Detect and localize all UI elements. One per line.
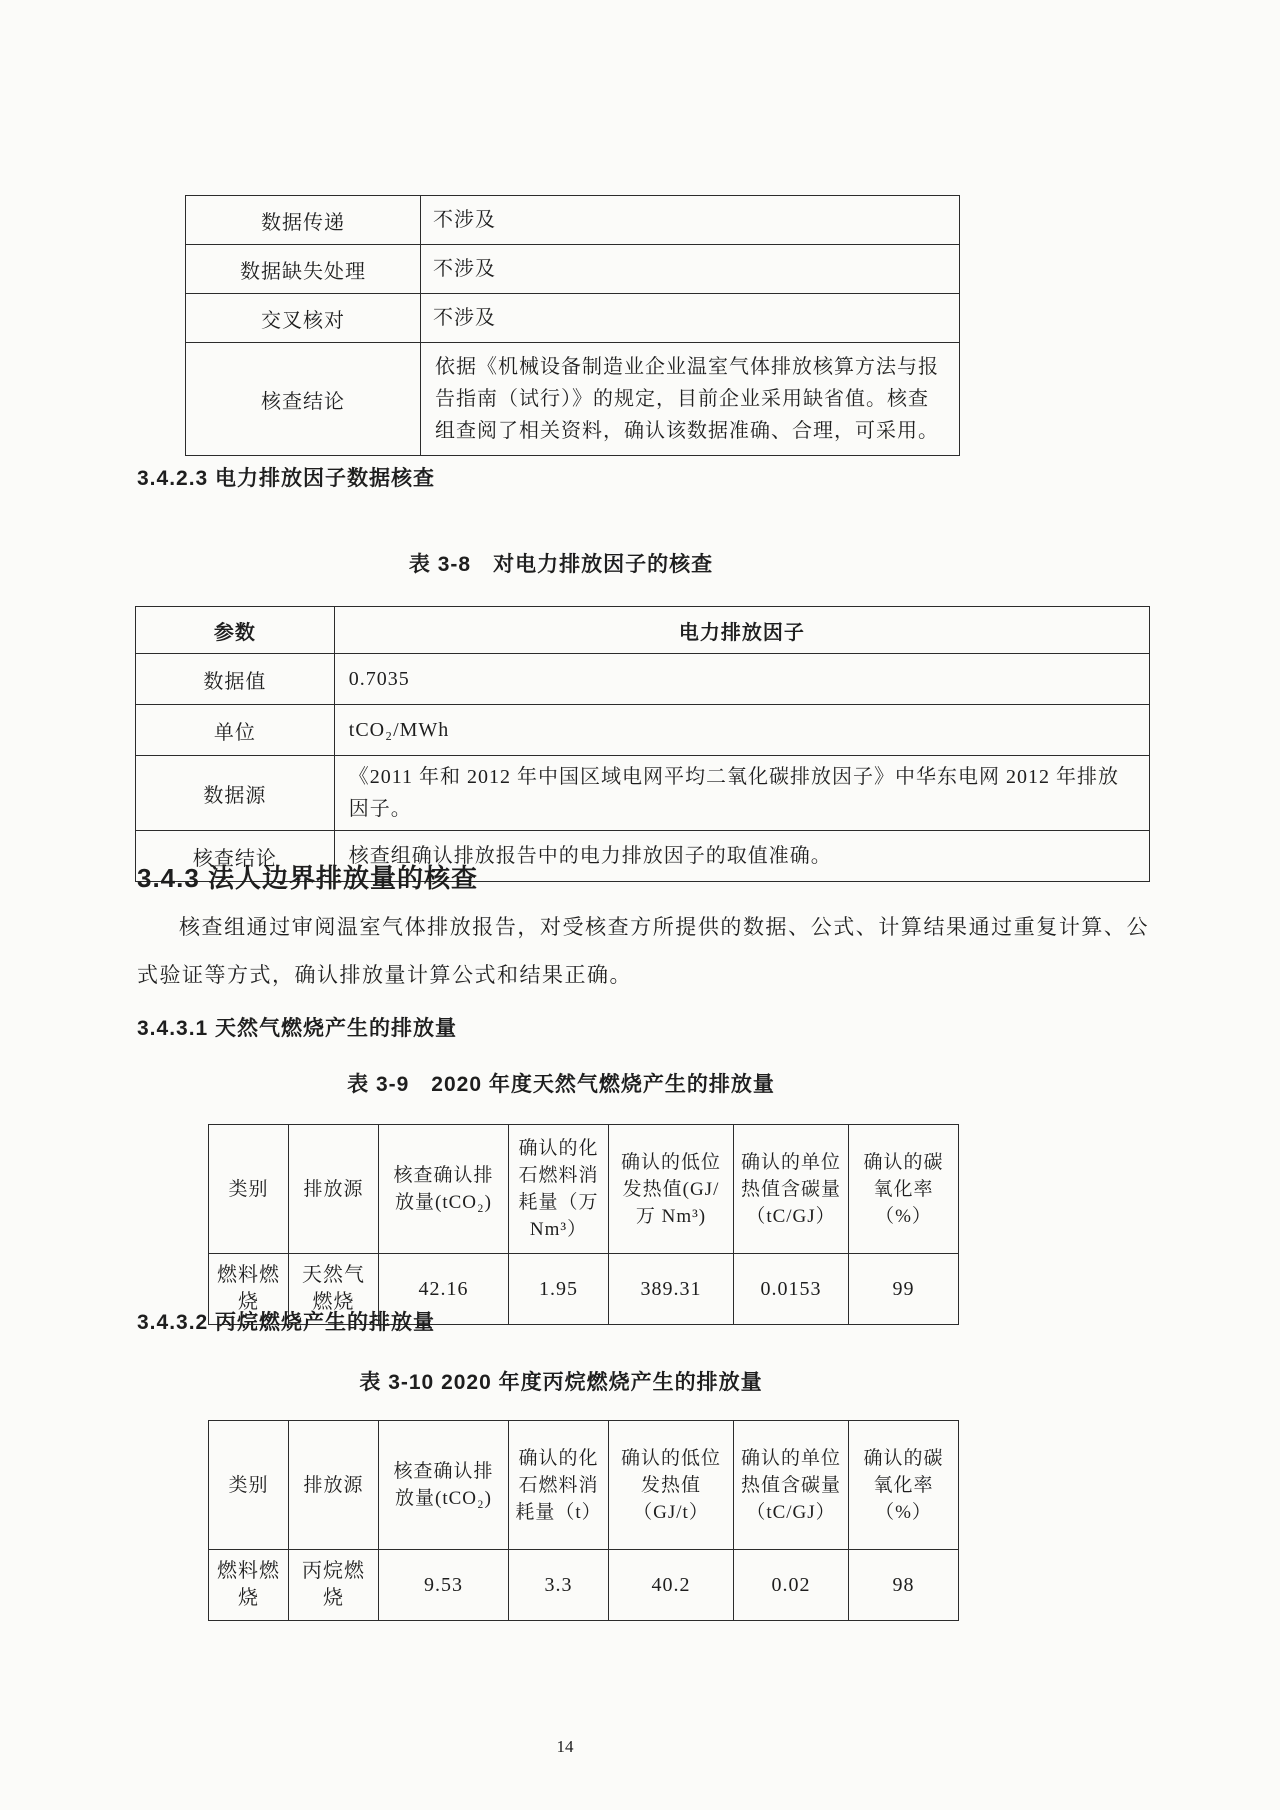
cell-fuel-consumption: 1.95 xyxy=(509,1254,609,1325)
table-row xyxy=(136,756,1150,831)
cell-category: 燃料燃烧 xyxy=(209,1254,289,1325)
table-3-8 xyxy=(135,606,1150,882)
cell-heating-value: 389.31 xyxy=(609,1254,734,1325)
row-label: 交叉核对 xyxy=(186,294,421,343)
row-label: 数据缺失处理 xyxy=(186,245,421,294)
row-value: tCO₂/MWh xyxy=(334,705,1149,756)
section-heading-3-4-2-3: 3.4.2.3 电力排放因子数据核查 xyxy=(137,467,436,490)
column-header: 确认的碳氧化率（%） xyxy=(849,1421,959,1550)
cell-carbon-content: 0.0153 xyxy=(734,1254,849,1325)
row-value: 依据《机械设备制造业企业温室气体排放核算方法与报告指南（试行）》的规定，目前企业采用缺省值。核查组查阅了相关资料，确认该数据准确、合理，可采用。 xyxy=(421,343,960,456)
row-label: 核查结论 xyxy=(186,343,421,456)
table-3-8-caption: 表 3-8 对电力排放因子的核查 xyxy=(408,553,714,576)
cell-fuel-consumption: 3.3 xyxy=(509,1550,609,1621)
table-header-row xyxy=(136,607,1150,654)
table-header-row xyxy=(209,1421,959,1550)
data-quality-continuation-table xyxy=(185,195,960,456)
table-row xyxy=(186,196,960,245)
row-value: 不涉及 xyxy=(421,245,960,294)
row-label: 单位 xyxy=(136,705,335,756)
cell-heating-value: 40.2 xyxy=(609,1550,734,1621)
column-header: 参数 xyxy=(136,607,335,654)
column-header: 确认的碳氧化率（%） xyxy=(849,1125,959,1254)
row-value: 《2011 年和 2012 年中国区域电网平均二氧化碳排放因子》中华东电网 2012 年排放因子。 xyxy=(334,756,1149,831)
body-paragraph: 核查组通过审阅温室气体排放报告，对受核查方所提供的数据、公式、计算结果通过重复计算、公式验证等方式，确认排放量计算公式和结果正确。 xyxy=(137,915,1149,987)
row-label: 数据源 xyxy=(136,756,335,831)
row-label: 数据传递 xyxy=(186,196,421,245)
table-row xyxy=(136,705,1150,756)
section-heading-3-4-3-1: 3.4.3.1 天然气燃烧产生的排放量 xyxy=(137,1017,458,1040)
table-3-10-caption: 表 3-10 2020 年度丙烷燃烧产生的排放量 xyxy=(359,1371,763,1394)
table-row xyxy=(136,654,1150,705)
row-value: 核查组确认排放报告中的电力排放因子的取值准确。 xyxy=(334,831,1149,882)
cell-carbon-content: 0.02 xyxy=(734,1550,849,1621)
page-number: 14 xyxy=(556,1737,574,1756)
section-heading-3-4-3: 3.4.3 法人边界排放量的核查 xyxy=(137,863,479,893)
column-header: 核查确认排放量(tCO₂) xyxy=(379,1125,509,1254)
column-header: 确认的化石燃料消耗量（万 Nm³） xyxy=(509,1125,609,1254)
section-heading-3-4-3-2: 3.4.3.2 丙烷燃烧产生的排放量 xyxy=(137,1311,436,1334)
column-header: 核查确认排放量(tCO₂) xyxy=(379,1421,509,1550)
table-row xyxy=(186,294,960,343)
cell-emission-source: 天然气燃烧 xyxy=(289,1254,379,1325)
cell-category: 燃料燃烧 xyxy=(209,1550,289,1621)
column-header: 确认的低位发热值(GJ/万 Nm³) xyxy=(609,1125,734,1254)
column-header: 确认的单位热值含碳量（tC/GJ） xyxy=(734,1125,849,1254)
table-row xyxy=(209,1550,959,1621)
row-value: 不涉及 xyxy=(421,294,960,343)
cell-confirmed-emissions: 42.16 xyxy=(379,1254,509,1325)
column-header: 电力排放因子 xyxy=(334,607,1149,654)
cell-oxidation-rate: 98 xyxy=(849,1550,959,1621)
column-header: 确认的低位发热值（GJ/t） xyxy=(609,1421,734,1550)
column-header: 确认的化石燃料消耗量（t） xyxy=(509,1421,609,1550)
row-label: 数据值 xyxy=(136,654,335,705)
row-value: 0.7035 xyxy=(334,654,1149,705)
table-3-10 xyxy=(208,1420,959,1621)
column-header: 排放源 xyxy=(289,1421,379,1550)
table-row xyxy=(186,343,960,456)
row-label: 核查结论 xyxy=(136,831,335,882)
cell-emission-source: 丙烷燃烧 xyxy=(289,1550,379,1621)
table-3-9-caption: 表 3-9 2020 年度天然气燃烧产生的排放量 xyxy=(347,1073,775,1096)
column-header: 排放源 xyxy=(289,1125,379,1254)
table-row xyxy=(186,245,960,294)
column-header: 确认的单位热值含碳量（tC/GJ） xyxy=(734,1421,849,1550)
table-3-9 xyxy=(208,1124,959,1325)
cell-oxidation-rate: 99 xyxy=(849,1254,959,1325)
cell-confirmed-emissions: 9.53 xyxy=(379,1550,509,1621)
table-header-row xyxy=(209,1125,959,1254)
row-value: 不涉及 xyxy=(421,196,960,245)
column-header: 类别 xyxy=(209,1421,289,1550)
column-header: 类别 xyxy=(209,1125,289,1254)
